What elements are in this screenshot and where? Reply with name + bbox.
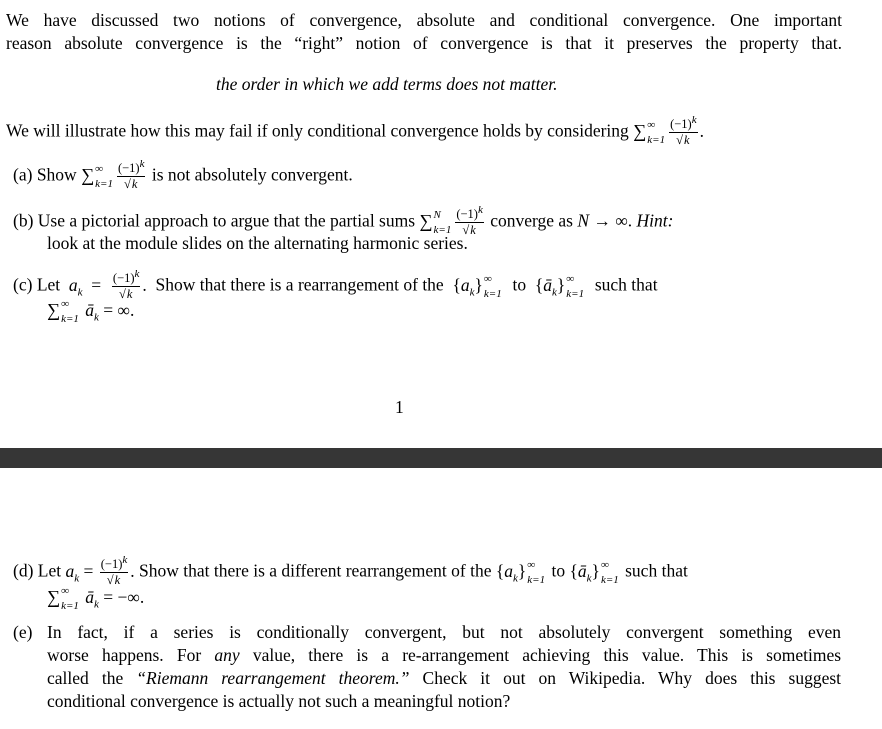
item-e-theorem-name: “Riemann rearrangement theorem.” <box>136 668 410 688</box>
item-a-pre: Show <box>36 164 77 185</box>
item-d-set-abar: $\{ā_k\}$ ∞ k=1 <box>569 558 619 586</box>
item-a-label: (a) <box>13 164 33 185</box>
item-e-line-3-post: Check it out on Wikipedia. Why does this suggest <box>422 668 842 688</box>
document-page-2 <box>0 468 882 729</box>
item-c-set-abar: $\{ā_k\}$ ∞ k=1 <box>534 272 585 300</box>
item-a-series: ∑ ∞ k=1 $\frac{(-1)^k}{√k}$ <box>81 157 145 192</box>
illustrate-text: We will illustrate how this may fail if only conditional convergence holds by considering <box>6 120 629 141</box>
item-a <box>13 157 353 192</box>
item-c-post: such that <box>594 274 658 295</box>
item-b-line-1: (b) Use a pictorial approach to argue that the partial sums ∑ N k=1 $\frac{(-1)^k}{√k}$ converge as N → ∞. Hint: <box>13 203 674 238</box>
item-d-line-2: ∑ ∞ k=1 $ā_k$ = −∞. <box>47 584 145 612</box>
item-b-label: (b) <box>13 210 34 231</box>
item-d-def: $a_k$ = $\frac{(-1)^k}{√k}$ . <box>65 553 135 588</box>
item-d-post: such that <box>625 560 688 581</box>
item-d-set-a: $\{a_k\}$ ∞ k=1 <box>495 558 546 586</box>
item-d-to: to <box>551 560 566 581</box>
item-e-line-3-pre: called the <box>47 668 124 688</box>
item-e-line-2-post: value, there is a re-arrangement achieving this value. This is sometimes <box>252 645 842 665</box>
item-d-line-1 <box>13 553 688 588</box>
item-e-line-2-pre: worse happens. For <box>47 645 202 665</box>
item-e-line-1: In fact, if a series is conditionally convergent, but not absolutely convergent something even <box>47 622 841 642</box>
item-e-line-3 <box>47 668 841 689</box>
emphasis-statement: the order in which we add terms does not matter. <box>216 74 558 94</box>
item-e-line-4: conditional convergence is actually not such a meaningful notion? <box>47 691 511 711</box>
item-c-line-2: ∑ ∞ k=1 $ā_k$ = ∞. <box>47 297 135 325</box>
page-number: 1 <box>395 397 404 417</box>
item-b-limit: N <box>577 210 590 231</box>
intro-line-1: We have discussed two notions of convergence, absolute and conditional convergence. One important <box>6 10 842 30</box>
item-e-label: (e) <box>13 622 33 642</box>
item-c-mid: Show that there is a rearrangement of the <box>155 274 444 295</box>
item-c-set-a: $\{a_k\}$ ∞ k=1 <box>452 272 502 300</box>
item-c-def: $a_k$ = $\frac{(-1)^k}{√k}$ . <box>68 267 147 302</box>
intro-line-2: reason absolute convergence is the “right” notion of convergence is that it preserves the property that. <box>6 33 842 53</box>
item-c-label: (c) <box>13 274 33 295</box>
item-e-emphasis-any: any <box>214 645 240 665</box>
item-b-partial-sum: ∑ N k=1 $\frac{(-1)^k}{√k}$ <box>419 203 483 238</box>
item-d-pre: Let <box>37 560 62 581</box>
item-d-mid: Show that there is a different rearrangement of the <box>139 560 492 581</box>
item-e-line-2 <box>47 645 841 666</box>
item-b-mid: converge as <box>490 210 573 231</box>
illustrate-line <box>6 113 704 148</box>
item-c-pre: Let <box>36 274 61 295</box>
item-b-pre: Use a pictorial approach to argue that the partial sums <box>37 210 416 231</box>
series-alternating-sqrt: ∑ ∞ k=1 $\frac{(-1)^k}{√k}$ . <box>633 113 704 148</box>
item-b-line-2: look at the module slides on the alternating harmonic series. <box>47 233 468 253</box>
item-c-line-1 <box>13 267 658 302</box>
item-b-hint: Hint: <box>636 210 674 231</box>
item-a-post: is not absolutely convergent. <box>151 164 353 185</box>
page-divider <box>0 448 882 468</box>
item-c-to: to <box>512 274 527 295</box>
item-d-label: (d) <box>13 560 34 581</box>
